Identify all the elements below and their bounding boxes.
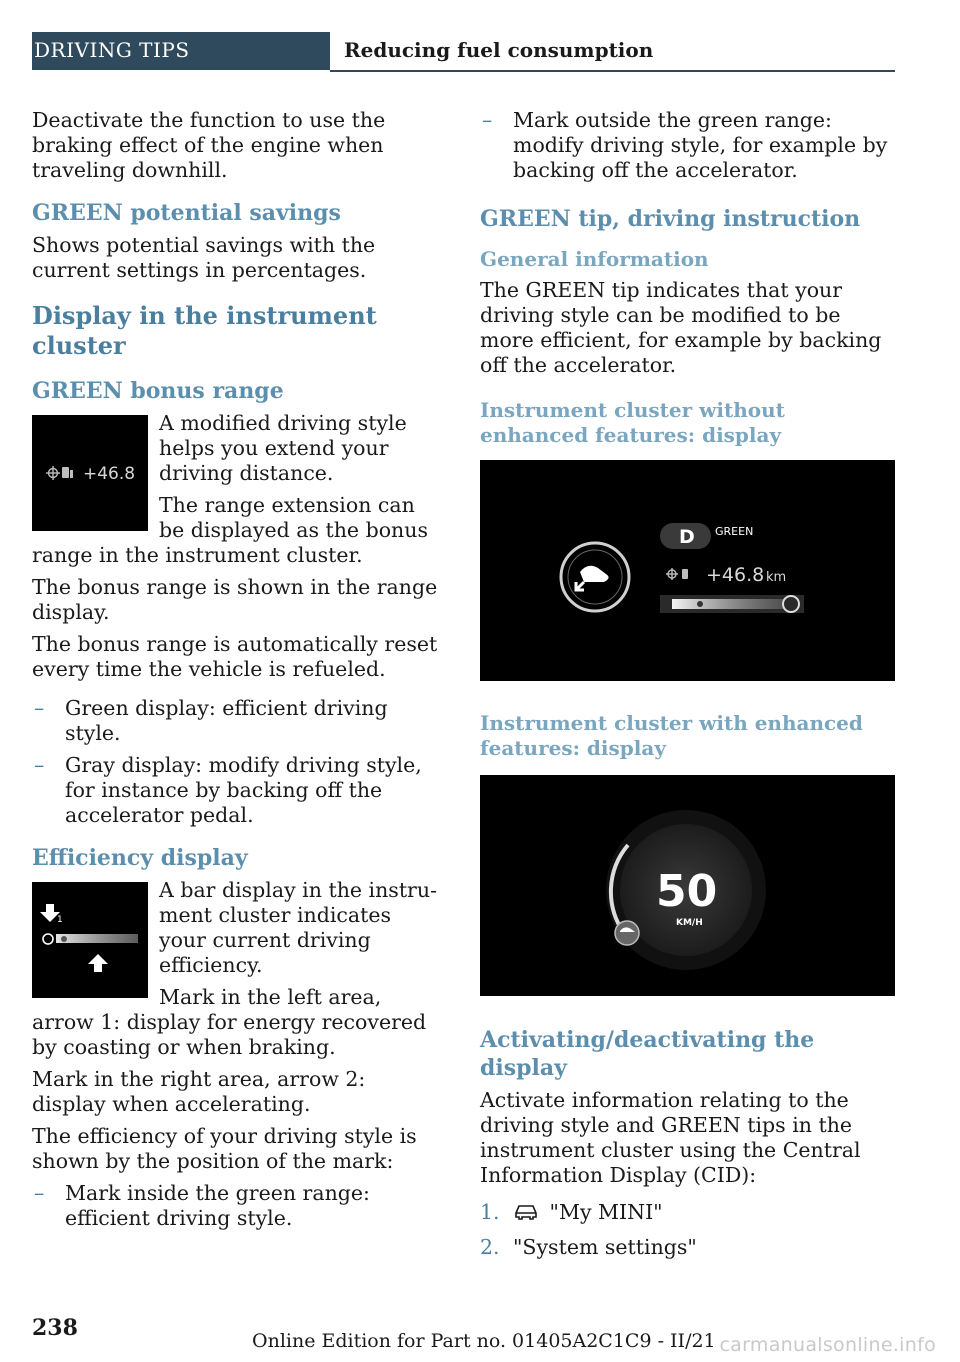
bonus-text-4: The bonus range is automatically reset every time the vehicle is refueled. [32,632,438,681]
efficiency-text-4: The efficiency of your driving style is shown by the position of the mark: [32,1124,417,1173]
page-title: Reducing fuel consumption [344,38,654,62]
heading-green-tip: GREEN tip, driving instruction [480,206,861,232]
efficiency-bar-icon [32,882,148,998]
list-item: – Green display: efficient driving style. [34,696,388,745]
bonus-range-icon [32,415,148,531]
watermark: carmanualsonline.info [719,1334,936,1356]
list-item: – Mark outside the green range: modify driving style, for example by backing off the accelerator. [482,108,888,182]
range-value: +46.8 [706,564,765,586]
heading-efficiency-display: Efficiency display [32,845,248,871]
cluster-with-enhanced-image [480,775,895,996]
gear-indicator: D [679,526,695,548]
heading-without-enhanced: Instrument cluster without enhanced features: display [480,398,785,447]
cluster-basic-display [480,460,895,681]
bonus-range-value: +46.8 [83,464,136,484]
efficiency-text-2: Mark in the left area, arrow 1: display for energy recovered by coasting or when braking. [32,985,427,1059]
list-item: 2. "System settings" [480,1235,697,1259]
section-tab [32,32,330,70]
heading-activating-display: Activating/deactivating the display [480,1027,815,1081]
range-unit: km [766,570,787,585]
efficiency-block [32,878,444,1060]
svg-text:1: 1 [57,915,63,925]
efficiency-text-1: A bar display in the instrument cluster indicates your current driving efficiency. [159,878,438,977]
efficiency-image [32,882,148,998]
speed-value: 50 [656,866,718,917]
left-column [32,108,444,1239]
heading-bonus-range: GREEN bonus range [32,378,284,404]
page-header [32,32,895,72]
header-divider [330,70,895,72]
general-information-text: The GREEN tip indicates that your driving style can be modified to be more efficient, for example by backing off the accelerator. [480,278,882,377]
heading-potential-savings: GREEN potential savings [32,200,341,226]
cluster-enhanced-display [480,775,895,996]
list-item: – Mark inside the green range: efficient driving style. [34,1181,370,1230]
section-label: DRIVING TIPS [34,38,190,62]
heading-general-information: General information [480,247,709,271]
heading-display-instrument-cluster: Display in the instrument cluster [32,301,377,360]
efficiency-text-3: Mark in the right area, arrow 2: display when accelerating. [32,1067,366,1116]
speed-unit: KM/H [676,918,703,928]
mark-position-list-continued [480,108,895,183]
edition-footer: Online Edition for Part no. 01405A2C1C9 - II/21 [252,1330,716,1352]
svg-text:2: 2 [102,967,108,976]
bonus-text-2: The range extension can be displayed as the bonus range in the instrument cluster. [32,493,428,567]
bonus-range-image [32,415,148,531]
heading-with-enhanced: Instrument cluster with enhanced features: display [480,711,863,760]
right-column [480,108,895,1269]
bonus-range-block [32,411,444,568]
bonus-text-3: The bonus range is shown in the range display. [32,575,438,624]
list-item: 1. "My MINI" [480,1200,663,1224]
activating-text: Activate information relating to the driving style and GREEN tips in the instrument cluster using the Central Information Display (CID): [480,1088,861,1187]
cluster-without-enhanced-image [480,460,895,681]
list-item: – Gray display: modify driving style, for instance by backing off the accelerator pedal. [34,753,422,827]
mark-position-list [32,1181,444,1231]
car-icon [513,1201,543,1226]
green-tip-icon [615,921,639,945]
display-color-list [32,696,444,828]
potential-savings-text: Shows potential savings with the current settings in percentages. [32,233,376,282]
steps-list [480,1200,895,1260]
intro-paragraph: Deactivate the function to use the braking effect of the engine when traveling downhill. [32,108,386,182]
page-number: 238 [32,1315,78,1341]
mode-label: GREEN [715,525,754,538]
bonus-text-1: A modified driving style helps you extend your driving distance. [159,411,407,485]
